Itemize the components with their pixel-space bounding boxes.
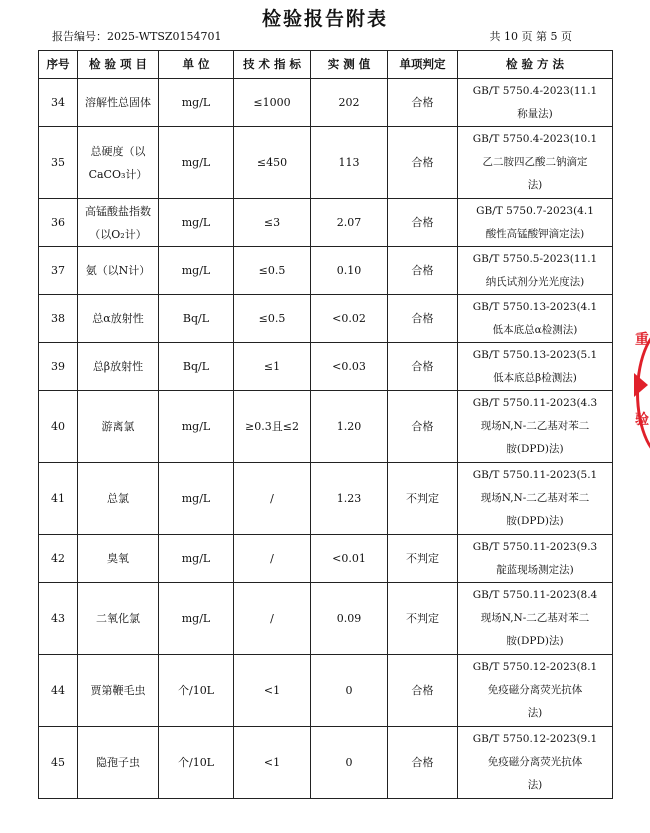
cell-item-line: CaCO₃计）	[88, 167, 148, 181]
cell-no: 40	[39, 391, 78, 463]
cell-method-line: 法)	[527, 707, 543, 719]
cell-method-line: 现场N,N-二乙基对苯二	[480, 612, 590, 624]
cell-item	[78, 343, 159, 391]
cell-method-line: 纳氏试剂分光光度法)	[485, 275, 585, 288]
cell-no: 36	[39, 199, 78, 247]
cell-method	[458, 463, 613, 535]
cell-verdict: 合格	[388, 295, 458, 343]
cell-no: 39	[39, 343, 78, 391]
cell-verdict: 不判定	[388, 535, 458, 583]
cell-method	[458, 127, 613, 199]
cell-method-line: 法)	[527, 179, 543, 191]
cell-method	[458, 247, 613, 295]
cell-no: 43	[39, 583, 78, 655]
table-row	[39, 727, 613, 799]
cell-method-line: 现场N,N-二乙基对苯二	[480, 420, 590, 432]
cell-spec: ≤450	[234, 127, 311, 199]
cell-value: 2.07	[311, 199, 388, 247]
cell-verdict: 合格	[388, 727, 458, 799]
cell-method-line: GB/T 5750.11-2023(9.3	[472, 540, 598, 553]
cell-item	[78, 463, 159, 535]
cell-method-line: 酸性高锰酸钾滴定法)	[485, 227, 585, 240]
cell-method-line: 靛蓝现场测定法)	[496, 563, 574, 576]
cell-value: <0.02	[311, 295, 388, 343]
cell-method-line: GB/T 5750.12-2023(8.1	[472, 661, 598, 673]
cell-method-line: GB/T 5750.11-2023(8.4	[472, 589, 598, 601]
cell-item-line: 溶解性总固体	[85, 96, 151, 109]
cell-method-line: GB/T 5750.11-2023(4.3	[472, 397, 598, 409]
cell-method	[458, 343, 613, 391]
cell-no: 34	[39, 79, 78, 127]
cell-no: 41	[39, 463, 78, 535]
cell-verdict: 合格	[388, 655, 458, 727]
cell-item	[78, 295, 159, 343]
cell-item-line: 二氧化氯	[96, 612, 140, 625]
header-unit: 单 位	[159, 51, 234, 79]
cell-value: 0	[311, 655, 388, 727]
cell-value: 0.10	[311, 247, 388, 295]
cell-value: 1.20	[311, 391, 388, 463]
cell-verdict: 不判定	[388, 463, 458, 535]
cell-item-line: 臭氧	[107, 552, 129, 565]
cell-item-line: 总硬度（以	[90, 144, 146, 158]
table-row	[39, 655, 613, 727]
table-row	[39, 79, 613, 127]
cell-item-line: 高锰酸盐指数	[85, 204, 151, 218]
cell-item	[78, 79, 159, 127]
cell-method-line: 法)	[527, 779, 543, 791]
results-table	[38, 50, 613, 799]
page-info: 共 10 页 第 5 页	[489, 30, 572, 43]
cell-item-line: 总β放射性	[92, 360, 144, 373]
cell-spec: ≥0.3且≤2	[234, 391, 311, 463]
cell-value: 1.23	[311, 463, 388, 535]
cell-item	[78, 199, 159, 247]
table-row	[39, 295, 613, 343]
cell-value: 113	[311, 127, 388, 199]
cell-verdict: 合格	[388, 79, 458, 127]
cell-verdict: 不判定	[388, 583, 458, 655]
cell-method-line: GB/T 5750.4-2023(10.1	[472, 133, 598, 145]
header-verdict: 单项判定	[388, 51, 458, 79]
cell-method-line: GB/T 5750.13-2023(5.1	[472, 348, 598, 361]
cell-method-line: 免疫磁分离荧光抗体	[487, 684, 583, 696]
table-row	[39, 463, 613, 535]
cell-item	[78, 727, 159, 799]
cell-spec: <1	[234, 655, 311, 727]
header-spec: 技 术 指 标	[234, 51, 311, 79]
header-no: 序号	[39, 51, 78, 79]
cell-unit: mg/L	[159, 127, 234, 199]
cell-method-line: 胺(DPD)法)	[506, 635, 564, 647]
cell-item-line: 氨（以N计）	[85, 264, 151, 277]
cell-method	[458, 535, 613, 583]
cell-unit: 个/10L	[159, 655, 234, 727]
cell-method-line: 称量法)	[517, 107, 553, 120]
cell-spec: /	[234, 463, 311, 535]
cell-unit: Bq/L	[159, 295, 234, 343]
cell-item	[78, 583, 159, 655]
cell-no: 38	[39, 295, 78, 343]
cell-item	[78, 535, 159, 583]
cell-item-line: 贾第鞭毛虫	[90, 684, 146, 697]
cell-item	[78, 247, 159, 295]
cell-method-line: 胺(DPD)法)	[506, 443, 564, 455]
cell-item-line: 总α放射性	[92, 312, 144, 325]
cell-verdict: 合格	[388, 343, 458, 391]
cell-unit: mg/L	[159, 391, 234, 463]
cell-method	[458, 295, 613, 343]
table-row	[39, 127, 613, 199]
cell-spec: ≤0.5	[234, 295, 311, 343]
cell-method-line: 低本底总α检测法)	[492, 323, 578, 336]
cell-item	[78, 655, 159, 727]
cell-item	[78, 127, 159, 199]
cell-verdict: 合格	[388, 247, 458, 295]
cell-method-line: 现场N,N-二乙基对苯二	[480, 492, 590, 504]
cell-spec: <1	[234, 727, 311, 799]
report-number: 报告编号：2025-WTSZ0154701	[52, 30, 222, 43]
table-row	[39, 391, 613, 463]
table-row	[39, 343, 613, 391]
cell-method-line: 乙二胺四乙酸二钠滴定	[482, 156, 588, 168]
cell-no: 37	[39, 247, 78, 295]
cell-method-line: GB/T 5750.4-2023(11.1	[472, 84, 598, 97]
cell-spec: /	[234, 583, 311, 655]
cell-item-line: 游离氯	[101, 420, 135, 433]
inspection-seal: 重 验	[634, 325, 650, 455]
cell-item	[78, 391, 159, 463]
cell-value: 0	[311, 727, 388, 799]
cell-spec: ≤3	[234, 199, 311, 247]
table-row	[39, 247, 613, 295]
cell-value: 0.09	[311, 583, 388, 655]
cell-method-line: 胺(DPD)法)	[506, 515, 564, 527]
cell-verdict: 合格	[388, 199, 458, 247]
cell-value: <0.01	[311, 535, 388, 583]
cell-unit: mg/L	[159, 199, 234, 247]
cell-unit: mg/L	[159, 79, 234, 127]
cell-verdict: 合格	[388, 391, 458, 463]
cell-method-line: 低本底总β检测法)	[493, 371, 577, 384]
table-row	[39, 535, 613, 583]
cell-item-line: （以O₂计）	[89, 227, 147, 241]
cell-unit: mg/L	[159, 535, 234, 583]
cell-method	[458, 79, 613, 127]
cell-spec: /	[234, 535, 311, 583]
cell-unit: mg/L	[159, 247, 234, 295]
cell-method-line: GB/T 5750.12-2023(9.1	[472, 733, 598, 745]
cell-method	[458, 391, 613, 463]
cell-spec: ≤1	[234, 343, 311, 391]
cell-method	[458, 199, 613, 247]
header-method: 检 验 方 法	[458, 51, 613, 79]
cell-no: 44	[39, 655, 78, 727]
cell-method	[458, 583, 613, 655]
cell-method-line: 免疫磁分离荧光抗体	[487, 756, 583, 768]
cell-no: 45	[39, 727, 78, 799]
cell-no: 42	[39, 535, 78, 583]
cell-verdict: 合格	[388, 127, 458, 199]
cell-spec: ≤0.5	[234, 247, 311, 295]
cell-value: <0.03	[311, 343, 388, 391]
cell-method-line: GB/T 5750.11-2023(5.1	[472, 469, 598, 481]
cell-spec: ≤1000	[234, 79, 311, 127]
cell-value: 202	[311, 79, 388, 127]
cell-method-line: GB/T 5750.13-2023(4.1	[472, 300, 598, 313]
cell-method-line: GB/T 5750.7-2023(4.1	[476, 204, 594, 217]
cell-unit: mg/L	[159, 583, 234, 655]
cell-item-line: 隐孢子虫	[96, 756, 140, 769]
table-header-row	[39, 51, 613, 79]
cell-item-line: 总氯	[107, 492, 129, 505]
cell-unit: mg/L	[159, 463, 234, 535]
cell-method	[458, 727, 613, 799]
cell-no: 35	[39, 127, 78, 199]
cell-unit: 个/10L	[159, 727, 234, 799]
table-row	[39, 199, 613, 247]
cell-unit: Bq/L	[159, 343, 234, 391]
header-item: 检 验 项 目	[78, 51, 159, 79]
cell-method-line: GB/T 5750.5-2023(11.1	[472, 252, 598, 265]
cell-method	[458, 655, 613, 727]
table-row	[39, 583, 613, 655]
header-value: 实 测 值	[311, 51, 388, 79]
page-title: 检验报告附表	[261, 8, 388, 30]
